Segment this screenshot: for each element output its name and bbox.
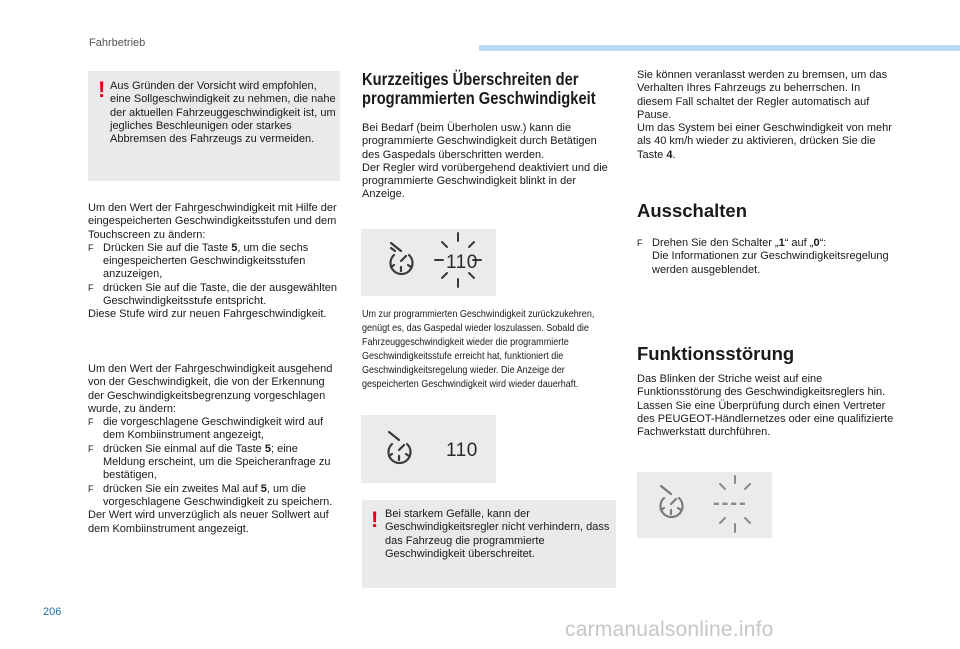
paragraph: Um den Wert der Fahrgeschwindigkeit ausgehend von der Geschwindigkeit, die von der Erkennung der Geschwindigkeitsbegrenzung vorgeschlagen wurde, zu ändern: <box>88 363 333 415</box>
heading-malfunction: Funktionsstörung <box>637 343 795 364</box>
speedometer-icon <box>637 472 772 538</box>
warning-text: Bei starkem Gefälle, kann der Geschwindigkeitsregler nicht verhindern, dass das Fahrzeug die programmierte Geschwindigkeit überschreitet. <box>385 508 610 560</box>
paragraph: Um das System bei einer Geschwindigkeit von mehr als 40 km/h wieder zu aktivieren, drücken Sie die Taste 4. <box>637 122 892 161</box>
section-label: Fahrbetrieb <box>89 37 146 49</box>
heading-switch-off: Ausschalten <box>637 200 748 221</box>
column-1-text <box>88 202 340 322</box>
paragraph: Der Wert wird unverzüglich als neuer Sollwert auf dem Kombiinstrument angezeigt. <box>88 509 329 535</box>
warning-icon: ! <box>98 77 106 102</box>
key-number: 0 <box>813 237 820 249</box>
header-bar <box>479 45 960 51</box>
bullet-icon: F <box>88 242 94 253</box>
speed-value: 110 <box>446 252 478 273</box>
speed-value: 110 <box>446 440 478 461</box>
key-number: 4 <box>666 148 673 161</box>
key-number: 1 <box>778 237 785 249</box>
key-number: 5 <box>264 442 271 455</box>
bullet-icon: F <box>88 417 94 428</box>
list-item: F drücken Sie ein zweites Mal auf 5, um die vorgeschlagene Geschwindigkeit zu speichern. <box>88 482 333 508</box>
display-panel-fault <box>637 472 772 538</box>
bullet-icon: F <box>637 238 643 248</box>
display-caption: Um zur programmierten Geschwindigkeit zurückzukehren, genügt es, das Gaspedal wieder loszulassen. Sobald die Fahrzeuggeschwindigkeit wieder die programmierte Geschwindigkeitsstufe erreicht hat, funktioniert die Geschwindigkeitsregelung wieder. Die Anzeige der gespeicherten Geschwindigkeit wird wieder dauerhaft. <box>362 308 595 390</box>
page-number: 206 <box>43 606 62 618</box>
bullet-icon: F <box>88 282 94 293</box>
column-1-text-2 <box>88 363 340 536</box>
list-item: F Drehen Sie den Schalter „1“ auf „0“: Die Informationen zur Geschwindigkeitsregelung werden ausgeblendet. <box>637 237 889 276</box>
warning-box-slope <box>362 500 616 588</box>
display-panel-steady <box>361 415 496 483</box>
heading-exceed-speed: Kurzzeitiges Überschreiten der programmierten Geschwindigkeit <box>362 69 596 108</box>
paragraph: Lassen Sie eine Überprüfung durch einen Vertreter des PEUGEOT-Händlernetzes oder eine qualifizierte Fachwerkstatt durchführen. <box>637 399 894 439</box>
watermark: carmanualsonline.info <box>565 618 774 641</box>
malfunction-text <box>637 373 897 439</box>
warning-icon: ! <box>371 507 379 532</box>
bullet-icon: F <box>88 443 94 454</box>
paragraph: Der Regler wird vorübergehend deaktiviert und die programmierte Geschwindigkeit blinkt in der Anzeige. <box>362 161 608 201</box>
warning-box-speed-advice <box>88 71 340 181</box>
key-number: 5 <box>231 241 238 254</box>
column-2-text <box>362 122 617 202</box>
list-item: F die vorgeschlagene Geschwindigkeit wird auf dem Kombiinstrument angezeigt, <box>88 416 324 442</box>
list-item: F Drücken Sie auf die Taste 5, um die sechs eingespeicherten Geschwindigkeitsstufen anzuzeigen, <box>88 241 309 281</box>
switch-off-list <box>637 237 897 277</box>
list-item: F drücken Sie auf die Taste, die der ausgewählten Geschwindigkeitsstufe entspricht. <box>88 281 338 308</box>
display-panel-blinking <box>361 229 496 296</box>
paragraph: Diese Stufe wird zur neuen Fahrgeschwindigkeit. <box>88 308 327 321</box>
warning-text: Aus Gründen der Vorsicht wird empfohlen, eine Sollgeschwindigkeit zu nehmen, die nahe der aktuellen Fahrzeuggeschwindigkeit ist, um jegliches Beschleunigen oder starkes Abbremsen des Fahrzeugs zu vermeiden. <box>110 80 336 146</box>
key-number: 5 <box>260 482 267 495</box>
list-item: F drücken Sie einmal auf die Taste 5; eine Meldung erscheint, um die Speicheranfrage zu bestätigen, <box>88 442 331 482</box>
paragraph: Bei Bedarf (beim Überholen usw.) kann die programmierte Geschwindigkeit durch Betätigen des Gaspedals überschritten werden. <box>362 122 597 161</box>
bullet-icon: F <box>88 483 94 494</box>
paragraph: Das Blinken der Striche weist auf eine Funktionsstörung des Geschwindigkeitsreglers hin. <box>637 373 886 399</box>
column-3-text <box>637 69 897 162</box>
fault-dashes: ---- <box>713 492 748 514</box>
paragraph: Um den Wert der Fahrgeschwindigkeit mit Hilfe der eingespeicherten Geschwindigkeitsstufen und dem Touchscreen zu ändern: <box>88 202 337 241</box>
paragraph: Sie können veranlasst werden zu bremsen, um das Verhalten Ihres Fahrzeugs zu beherrschen. In diesem Fall schaltet der Regler automatisch auf Pause. <box>637 69 888 121</box>
